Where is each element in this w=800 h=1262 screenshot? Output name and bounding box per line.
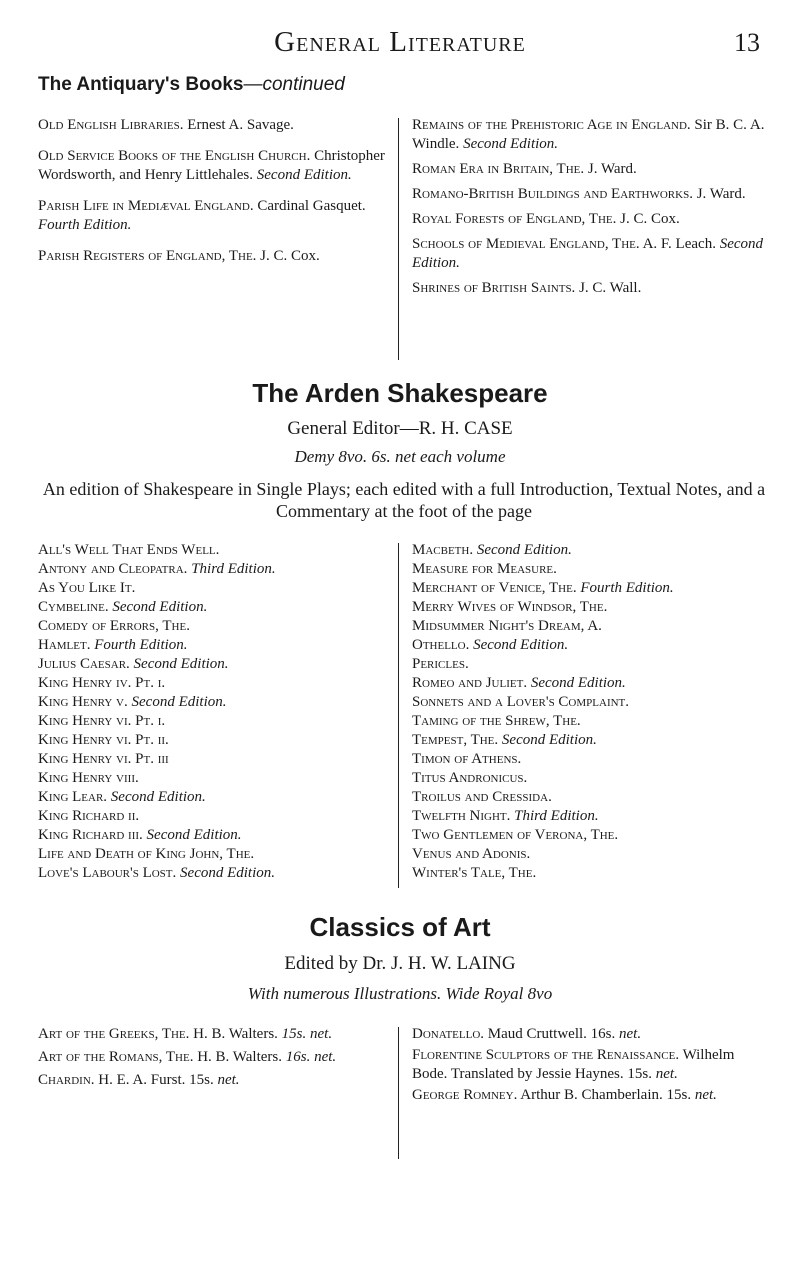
arden-left-column <box>38 541 388 883</box>
entry-title: Remains of the Prehistoric Age in England. <box>412 117 691 133</box>
entry-author: J. C. Wall. <box>579 280 642 296</box>
entry-edition: Second Edition. <box>476 542 572 558</box>
catalog-entry <box>38 655 388 674</box>
entry-title: Parish Life in Mediæval England. <box>38 198 254 214</box>
catalog-entry <box>412 788 772 807</box>
catalog-entry <box>412 712 772 731</box>
entry-title: Othello. <box>412 637 470 653</box>
entry-title: Schools of Medieval England, The. <box>412 236 640 252</box>
catalog-entry <box>412 769 772 788</box>
entry-author: Maud Cruttwell. 16s. <box>487 1026 616 1042</box>
entry-title: Titus Andronicus. <box>412 770 528 786</box>
entry-title: Venus and Adonis. <box>412 846 531 862</box>
running-head: General Literature <box>274 26 526 58</box>
catalog-entry <box>412 731 772 750</box>
entry-price: net. <box>619 1026 642 1042</box>
catalog-entry <box>38 636 388 655</box>
entry-edition: Second Edition. <box>180 865 276 881</box>
section-title-arden: The Arden Shakespeare <box>252 378 548 408</box>
entry-edition: Second Edition. <box>110 789 206 805</box>
catalog-entry <box>38 560 388 579</box>
entry-title: Comedy of Errors, The. <box>38 618 190 634</box>
entry-title: King Henry v. <box>38 694 128 710</box>
entry-author: H. E. A. Furst. 15s. <box>98 1072 214 1088</box>
entry-title: Troilus and Cressida. <box>412 789 552 805</box>
entry-price: net. <box>655 1066 678 1082</box>
entry-edition: Second Edition. <box>256 167 352 183</box>
entry-title: Florentine Sculptors of the Renaissance. <box>412 1047 680 1063</box>
entry-author: J. C. Cox. <box>260 248 320 264</box>
entry-title: Old English Libraries. <box>38 117 184 133</box>
catalog-entry <box>38 247 388 266</box>
catalog-entry <box>38 693 388 712</box>
catalog-entry <box>412 579 772 598</box>
entry-title: Shrines of British Saints. <box>412 280 576 296</box>
catalog-entry <box>412 210 767 229</box>
classics-left-column <box>38 1025 388 1094</box>
entry-edition: Fourth Edition. <box>580 580 674 596</box>
catalog-entry <box>412 560 772 579</box>
entry-title: Sonnets and a Lover's Complaint. <box>412 694 630 710</box>
entry-edition: Third Edition. <box>514 808 599 824</box>
entry-title: Timon of Athens. <box>412 751 522 767</box>
entry-title: Two Gentlemen of Verona, The. <box>412 827 619 843</box>
entry-title: Pericles. <box>412 656 469 672</box>
catalog-entry <box>412 160 767 179</box>
entry-title: Macbeth. <box>412 542 474 558</box>
column-divider <box>398 118 399 360</box>
entry-title: King Henry vi. Pt. iii <box>38 751 169 767</box>
classics-right-column <box>412 1025 767 1107</box>
entry-title: King Henry iv. Pt. i. <box>38 675 166 691</box>
entry-title: Merry Wives of Windsor, The. <box>412 599 608 615</box>
catalog-entry <box>412 826 772 845</box>
catalog-entry <box>412 845 772 864</box>
series-title: The Antiquary's Books <box>38 74 244 95</box>
catalog-entry <box>38 769 388 788</box>
catalog-entry <box>38 731 388 750</box>
catalog-entry <box>38 541 388 560</box>
entry-author: J. C. Cox. <box>620 211 680 227</box>
entry-title: King Richard ii. <box>38 808 140 824</box>
entry-title: As You Like It. <box>38 580 136 596</box>
entry-title: George Romney. <box>412 1087 518 1103</box>
antiquary-right-column <box>412 116 767 304</box>
catalog-entry <box>412 541 772 560</box>
catalog-entry <box>412 674 772 693</box>
catalog-entry <box>38 1071 388 1090</box>
entry-edition: Second Edition. <box>146 827 242 843</box>
catalog-entry <box>412 598 772 617</box>
catalog-entry <box>38 788 388 807</box>
catalog-entry <box>412 279 767 298</box>
entry-title: Midsummer Night's Dream, A. <box>412 618 602 634</box>
entry-title: Antony and Cleopatra. <box>38 561 188 577</box>
catalog-entry <box>38 197 388 235</box>
entry-title: King Lear. <box>38 789 108 805</box>
catalog-entry <box>412 1086 767 1105</box>
catalog-entry <box>412 807 772 826</box>
entry-author: Wilhelm Bode. Translated by Jessie Haynes. 15s. <box>412 1047 735 1082</box>
catalog-entry <box>38 750 388 769</box>
classics-subtitle: With numerous Illustrations. Wide Royal 8vo <box>247 984 553 1003</box>
entry-price: 16s. net. <box>285 1049 337 1065</box>
catalog-entry <box>412 636 772 655</box>
entry-author: J. Ward. <box>696 186 746 202</box>
column-divider <box>398 543 399 888</box>
column-divider <box>398 1027 399 1159</box>
entry-title: Life and Death of King John, The. <box>38 846 255 862</box>
classics-editor: Edited by Dr. J. H. W. LAING <box>284 953 516 974</box>
catalog-entry <box>38 147 388 185</box>
entry-title: All's Well That Ends Well. <box>38 542 220 558</box>
entry-title: Art of the Greeks, The. <box>38 1026 190 1042</box>
entry-title: Romeo and Juliet. <box>412 675 528 691</box>
catalog-entry <box>38 617 388 636</box>
continued-label: —continued <box>243 74 345 95</box>
entry-price: net. <box>694 1087 717 1103</box>
entry-title: Hamlet. <box>38 637 91 653</box>
catalog-entry <box>412 617 772 636</box>
entry-title: Winter's Tale, The. <box>412 865 537 881</box>
entry-author: Cardinal Gasquet. <box>257 198 366 214</box>
catalog-entry <box>38 1048 388 1067</box>
entry-title: Parish Registers of England, The. <box>38 248 257 264</box>
entry-edition: Second Edition. <box>412 236 764 271</box>
antiquary-left-column <box>38 116 388 278</box>
entry-title: Twelfth Night. <box>412 808 511 824</box>
entry-title: Donatello. <box>412 1026 485 1042</box>
catalog-entry <box>412 693 772 712</box>
entry-title: Roman Era in Britain, The. <box>412 161 585 177</box>
entry-edition: Third Edition. <box>191 561 276 577</box>
entry-title: Royal Forests of England, The. <box>412 211 617 227</box>
catalog-entry <box>412 750 772 769</box>
catalog-entry <box>412 185 767 204</box>
catalog-entry <box>412 864 772 883</box>
catalog-entry <box>38 116 388 135</box>
entry-title: Chardin. <box>38 1072 95 1088</box>
arden-price: Demy 8vo. 6s. net each volume <box>294 447 506 466</box>
page-number: 13 <box>734 28 760 57</box>
entry-author: Ernest A. Savage. <box>187 117 294 133</box>
entry-edition: Second Edition. <box>463 136 559 152</box>
entry-edition: Second Edition. <box>530 675 626 691</box>
entry-title: Tempest, The. <box>412 732 499 748</box>
catalog-entry <box>38 674 388 693</box>
arden-description: An edition of Shakespeare in Single Plays; each edited with a full Introduction, Textual Notes, and a Commentary at the foot of the page <box>42 479 766 521</box>
entry-author: H. B. Walters. <box>193 1026 278 1042</box>
catalog-entry <box>412 655 772 674</box>
series-heading-antiquary <box>38 74 345 96</box>
entry-edition: Second Edition. <box>473 637 569 653</box>
arden-editor: General Editor—R. H. CASE <box>287 418 513 439</box>
catalog-entry <box>38 864 388 883</box>
entry-title: Julius Caesar. <box>38 656 130 672</box>
arden-right-column <box>412 541 772 883</box>
entry-edition: Second Edition. <box>133 656 229 672</box>
entry-edition: Second Edition. <box>131 694 227 710</box>
entry-title: King Richard iii. <box>38 827 143 843</box>
catalog-entry <box>38 826 388 845</box>
catalog-entry <box>412 116 767 154</box>
entry-author: Christopher Wordsworth, and Henry Littlehales. <box>38 148 385 183</box>
catalog-entry <box>38 845 388 864</box>
section-title-classics: Classics of Art <box>309 912 491 942</box>
entry-price: 15s. net. <box>281 1026 333 1042</box>
catalog-entry <box>412 235 767 273</box>
entry-title: King Henry vi. Pt. ii. <box>38 732 169 748</box>
entry-title: Cymbeline. <box>38 599 109 615</box>
entry-title: Merchant of Venice, The. <box>412 580 577 596</box>
entry-title: Art of the Romans, The. <box>38 1049 194 1065</box>
entry-title: King Henry viii. <box>38 770 139 786</box>
entry-edition: Second Edition. <box>112 599 208 615</box>
entry-edition: Second Edition. <box>501 732 597 748</box>
entry-author: H. B. Walters. <box>197 1049 282 1065</box>
entry-title: Taming of the Shrew, The. <box>412 713 581 729</box>
entry-title: King Henry vi. Pt. i. <box>38 713 166 729</box>
catalog-entry <box>38 807 388 826</box>
entry-author: J. Ward. <box>587 161 637 177</box>
entry-title: Love's Labour's Lost. <box>38 865 177 881</box>
catalog-entry <box>38 598 388 617</box>
entry-title: Romano-British Buildings and Earthworks. <box>412 186 693 202</box>
catalog-entry <box>38 1025 388 1044</box>
entry-author: Sir B. C. A. Windle. <box>412 117 765 152</box>
catalog-entry <box>412 1046 767 1084</box>
catalog-entry <box>38 712 388 731</box>
entry-title: Old Service Books of the English Church. <box>38 148 311 164</box>
entry-title: Measure for Measure. <box>412 561 557 577</box>
entry-edition: Fourth Edition. <box>38 217 132 233</box>
entry-price: net. <box>217 1072 240 1088</box>
catalog-entry <box>412 1025 767 1044</box>
entry-edition: Fourth Edition. <box>94 637 188 653</box>
entry-author: Arthur B. Chamberlain. 15s. <box>520 1087 692 1103</box>
entry-author: A. F. Leach. <box>642 236 716 252</box>
catalog-entry <box>38 579 388 598</box>
